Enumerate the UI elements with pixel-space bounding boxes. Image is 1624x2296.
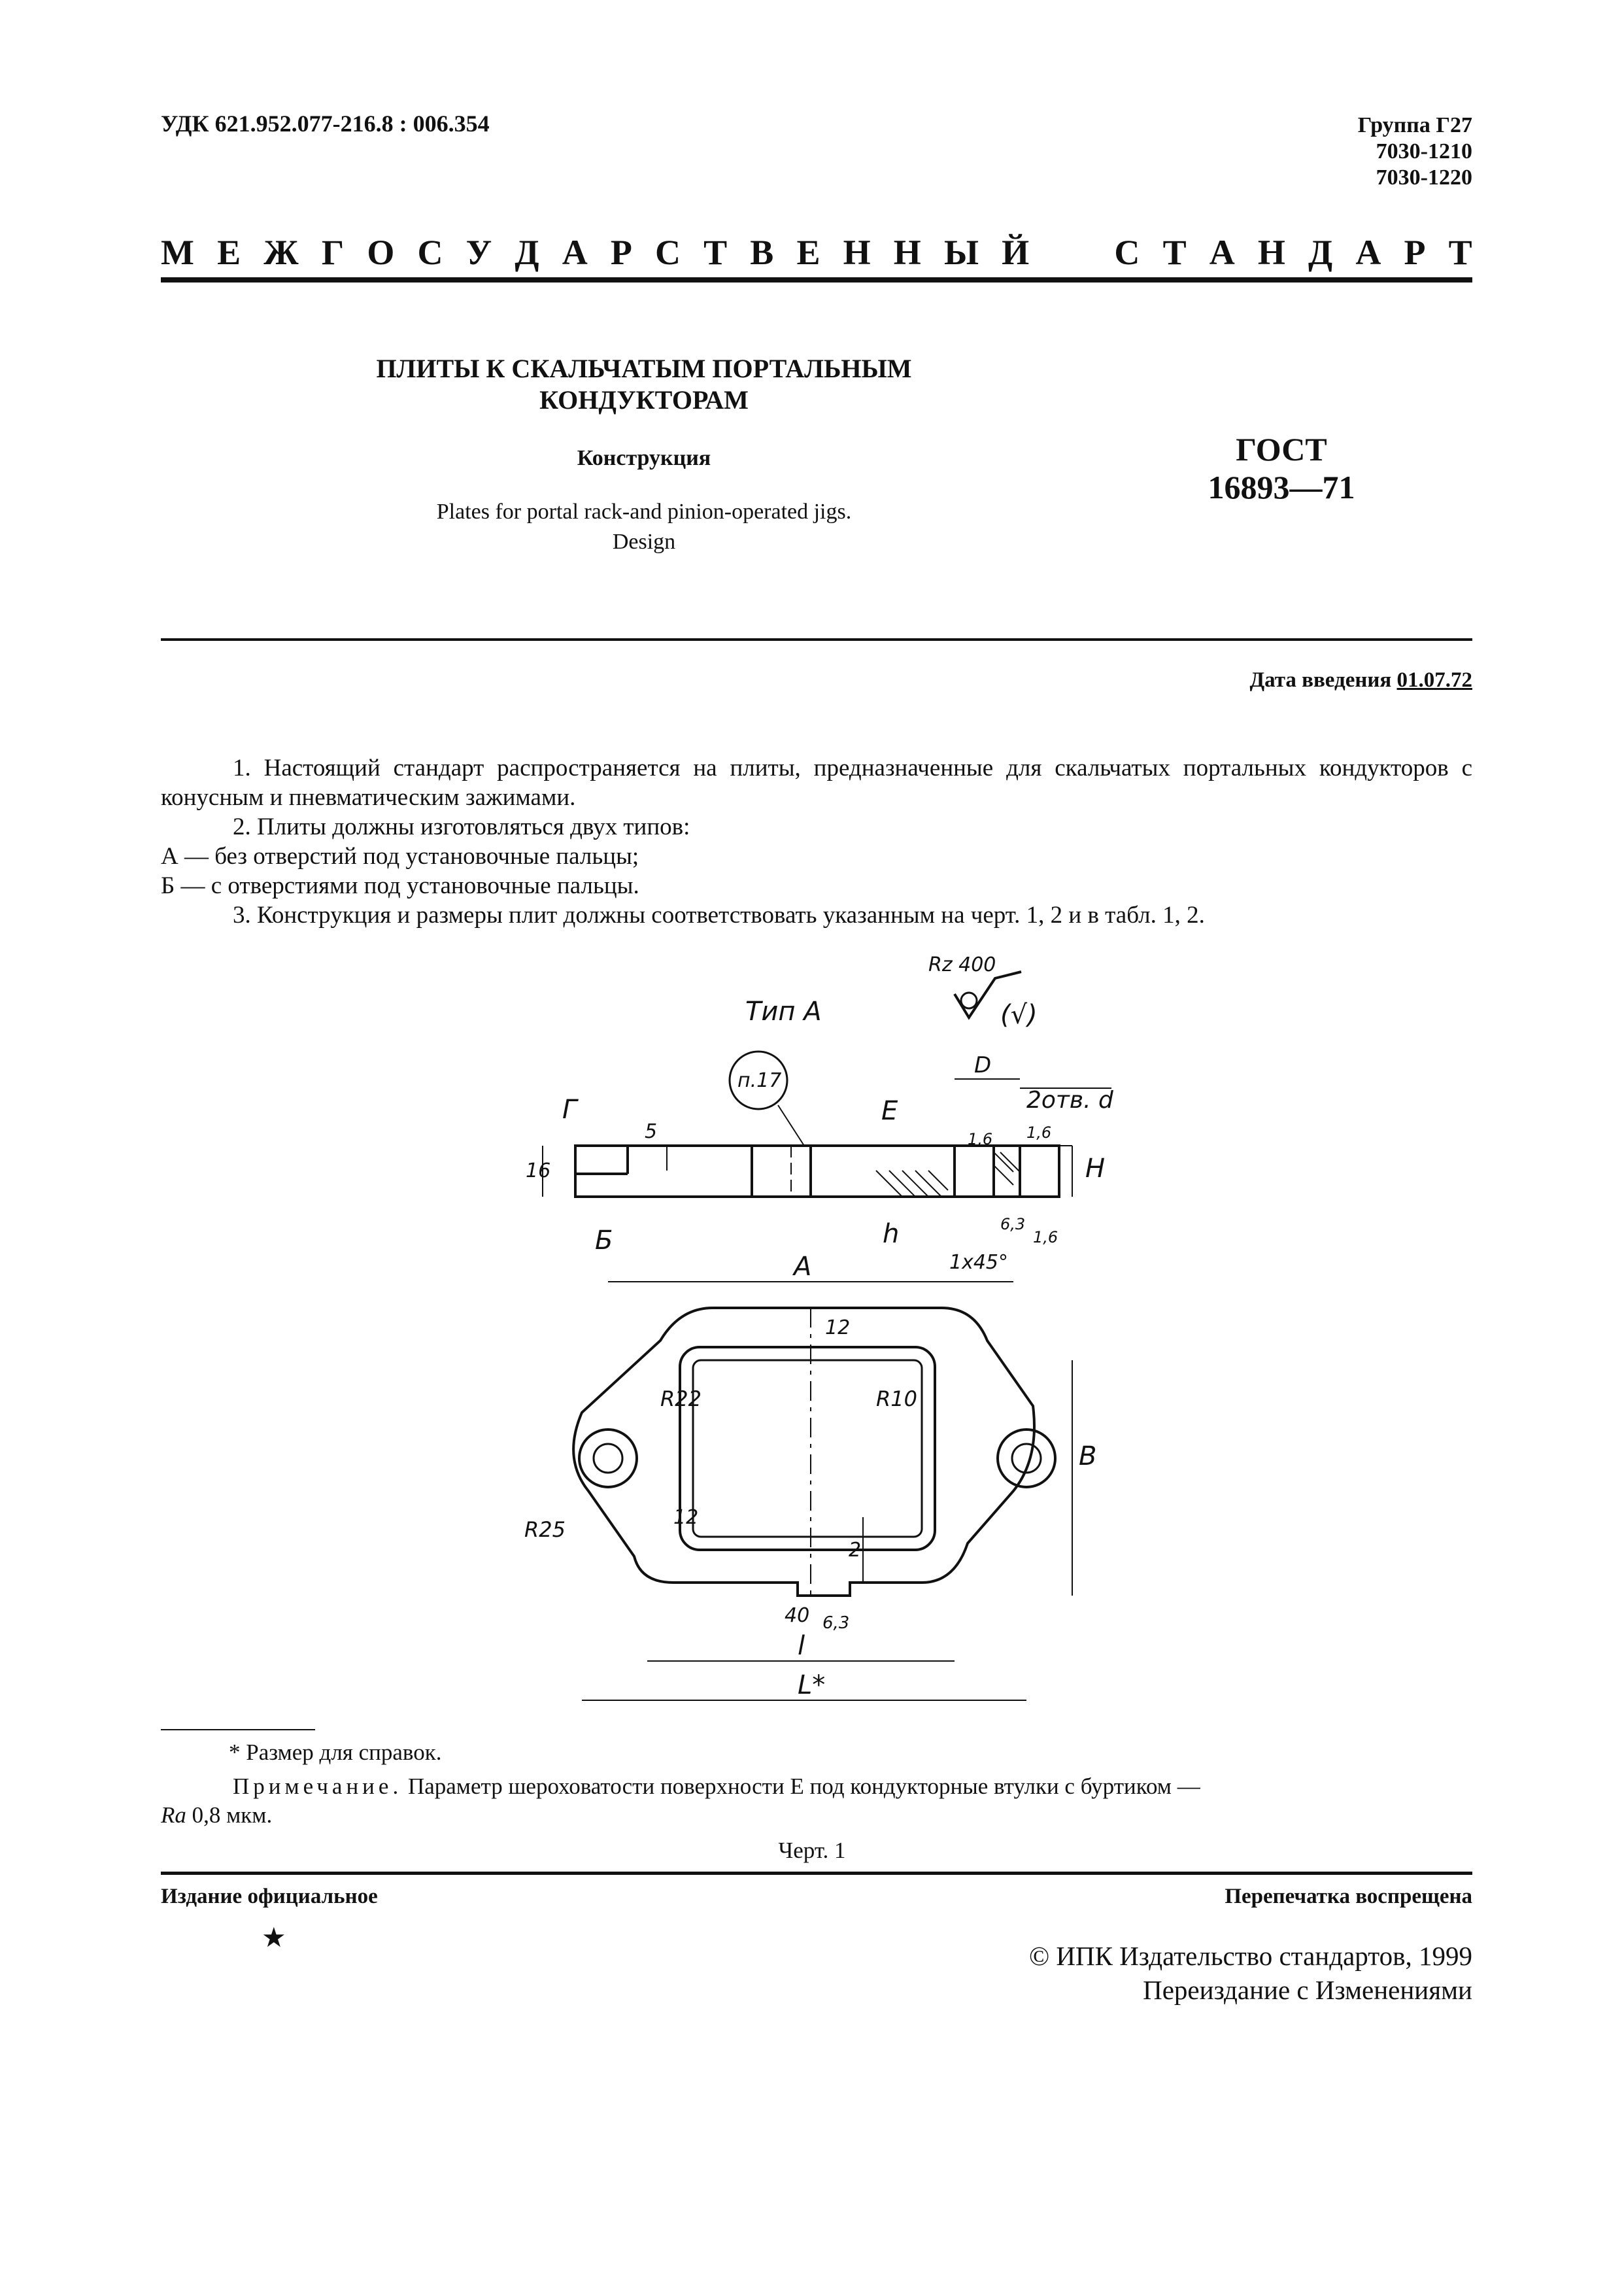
interstate-standard-heading bbox=[161, 232, 1472, 273]
title-line: КОНДУКТОРАМ bbox=[539, 385, 749, 415]
dim-12-side: 12 bbox=[673, 1506, 699, 1529]
heading-letter: Е bbox=[217, 233, 241, 272]
date-value: 01.07.72 bbox=[1396, 668, 1472, 692]
heading-letter: С bbox=[417, 233, 443, 272]
label-l-star: L* bbox=[798, 1670, 826, 1700]
title-line: ПЛИТЫ К СКАЛЬЧАТЫМ ПОРТАЛЬНЫМ bbox=[376, 354, 912, 383]
gost-number bbox=[1170, 430, 1393, 506]
official-edition: Издание официальное bbox=[161, 1885, 378, 1908]
heading-letter: С bbox=[654, 233, 681, 272]
heading-letter: Н bbox=[1257, 233, 1285, 272]
note-ra: Ra bbox=[161, 1802, 186, 1828]
copyright-line: © ИПК Издательство стандартов, 1999 bbox=[1028, 1941, 1472, 1971]
heading-letter: А bbox=[1355, 233, 1381, 272]
gost-code: 16893—71 bbox=[1208, 469, 1355, 505]
copyright bbox=[1029, 1939, 1472, 2007]
label-r22: R22 bbox=[660, 1386, 702, 1411]
label-g: Г bbox=[562, 1095, 577, 1125]
heading-letter: В bbox=[750, 233, 774, 272]
dim-2: 2 bbox=[849, 1539, 862, 1562]
subtitle: Конструкция bbox=[577, 446, 711, 470]
reissue-line: Переиздание с Изменениями bbox=[1143, 1975, 1472, 2005]
technical-drawing bbox=[510, 948, 1118, 1720]
paragraph: 1. Настоящий стандарт распространяется на плиты, предназначенные для скальчатых портальных кондукторов с конусным и пневматическим зажимами. bbox=[161, 755, 1472, 811]
star-icon: ★ bbox=[262, 1923, 286, 1953]
heading-letter: М bbox=[161, 233, 194, 272]
note bbox=[161, 1772, 1472, 1830]
heading-letter: О bbox=[367, 233, 395, 272]
roughness-16b: 1,6 bbox=[968, 1130, 993, 1148]
label-h-small: h bbox=[883, 1219, 900, 1249]
heading-letter: С bbox=[1114, 233, 1140, 272]
dim-16: 16 bbox=[526, 1159, 551, 1182]
figure-caption: Черт. 1 bbox=[778, 1838, 846, 1863]
group-line: Группа Г27 bbox=[1357, 113, 1472, 137]
label-p17: п.17 bbox=[737, 1069, 782, 1092]
label-d: D bbox=[974, 1052, 992, 1078]
heading-letter: Г bbox=[321, 233, 345, 272]
heading-letter: Ы bbox=[943, 233, 979, 272]
section-outline bbox=[575, 1146, 1059, 1197]
reprint-prohibited: Перепечатка воспрещена bbox=[1225, 1885, 1472, 1908]
label-r25: R25 bbox=[524, 1517, 566, 1542]
title-block bbox=[275, 353, 1013, 557]
label-r10: R10 bbox=[876, 1386, 917, 1411]
heading-letter: А bbox=[562, 233, 588, 272]
english-line: Plates for portal rack-and pinion-operated jigs. bbox=[436, 500, 852, 524]
date-label: Дата введения bbox=[1249, 668, 1397, 692]
note-label: Примечание. bbox=[233, 1773, 403, 1799]
label-h-big: H bbox=[1085, 1154, 1106, 1184]
label-holes: 2отв. d bbox=[1026, 1087, 1113, 1114]
label-a: A bbox=[794, 1252, 812, 1282]
label-b-section: Б bbox=[595, 1225, 613, 1256]
note-text: Параметр шероховатости поверхности Е под кондукторные втулки с буртиком — bbox=[402, 1773, 1200, 1799]
plate-outline bbox=[573, 1308, 1034, 1596]
heading-letter: А bbox=[1209, 233, 1235, 272]
heading-letter: Р bbox=[610, 233, 632, 272]
plate-window bbox=[680, 1347, 935, 1550]
dim-5: 5 bbox=[645, 1120, 658, 1143]
heading-letter: Й bbox=[1002, 233, 1030, 272]
footnote: * Размер для справок. bbox=[229, 1739, 442, 1765]
group-line: 7030-1210 bbox=[1376, 139, 1472, 163]
title-rule bbox=[161, 638, 1472, 641]
group-code bbox=[1358, 112, 1472, 191]
roughness-label: Rz 400 bbox=[928, 953, 996, 976]
udk-code: УДК 621.952.077-216.8 : 006.354 bbox=[161, 111, 490, 137]
label-e: Е bbox=[881, 1096, 898, 1126]
label-b: B bbox=[1079, 1441, 1097, 1471]
heading-letter: Н bbox=[843, 233, 871, 272]
roughness-16c: 1,6 bbox=[1033, 1228, 1058, 1246]
heading-letter: Д bbox=[515, 233, 539, 272]
footer-rule bbox=[161, 1872, 1472, 1875]
label-chamfer: 1x45° bbox=[949, 1251, 1009, 1274]
dim-12-top: 12 bbox=[825, 1316, 851, 1339]
english-line: Design bbox=[612, 530, 676, 554]
heading-letter: Д bbox=[1308, 233, 1333, 272]
roughness-63: 6,3 bbox=[822, 1613, 850, 1633]
footnote-rule bbox=[161, 1729, 315, 1730]
heading-letter: Р bbox=[1404, 233, 1426, 272]
group-line: 7030-1220 bbox=[1376, 165, 1472, 190]
label-l: l bbox=[798, 1631, 805, 1661]
paragraph: 3. Конструкция и размеры плит должны соответствовать указанным на черт. 1, 2 и в табл. 1, 2. bbox=[233, 902, 1205, 929]
dim-40: 40 bbox=[785, 1604, 810, 1627]
roughness-63b: 6,3 bbox=[1000, 1215, 1026, 1233]
roughness-16a: 1,6 bbox=[1026, 1123, 1052, 1142]
english-title bbox=[275, 497, 1013, 557]
paragraph: 2. Плиты должны изготовляться двух типов: bbox=[233, 814, 690, 840]
heading-letter: Т bbox=[1448, 233, 1472, 272]
heading-letter: Е bbox=[796, 233, 820, 272]
heading-letter: Н bbox=[893, 233, 921, 272]
heading-letter: Т bbox=[703, 233, 728, 272]
header-rule bbox=[161, 277, 1472, 283]
heading-letter: Т bbox=[1162, 233, 1187, 272]
paragraph: Б — с отверстиями под установочные пальцы. bbox=[161, 872, 639, 899]
body-text bbox=[161, 753, 1472, 930]
type-label: Тип А bbox=[745, 997, 822, 1027]
gost-label: ГОСТ bbox=[1236, 431, 1327, 468]
right-hole bbox=[998, 1430, 1055, 1487]
heading-letter: Ж bbox=[263, 233, 299, 272]
heading-letter: У bbox=[465, 233, 492, 272]
introduction-date bbox=[1249, 668, 1472, 693]
paragraph: А — без отверстий под установочные пальцы; bbox=[161, 843, 639, 870]
note-ra-value: 0,8 мкм. bbox=[186, 1802, 273, 1828]
left-hole bbox=[579, 1430, 637, 1487]
roughness-paren: (√) bbox=[1000, 1000, 1038, 1030]
